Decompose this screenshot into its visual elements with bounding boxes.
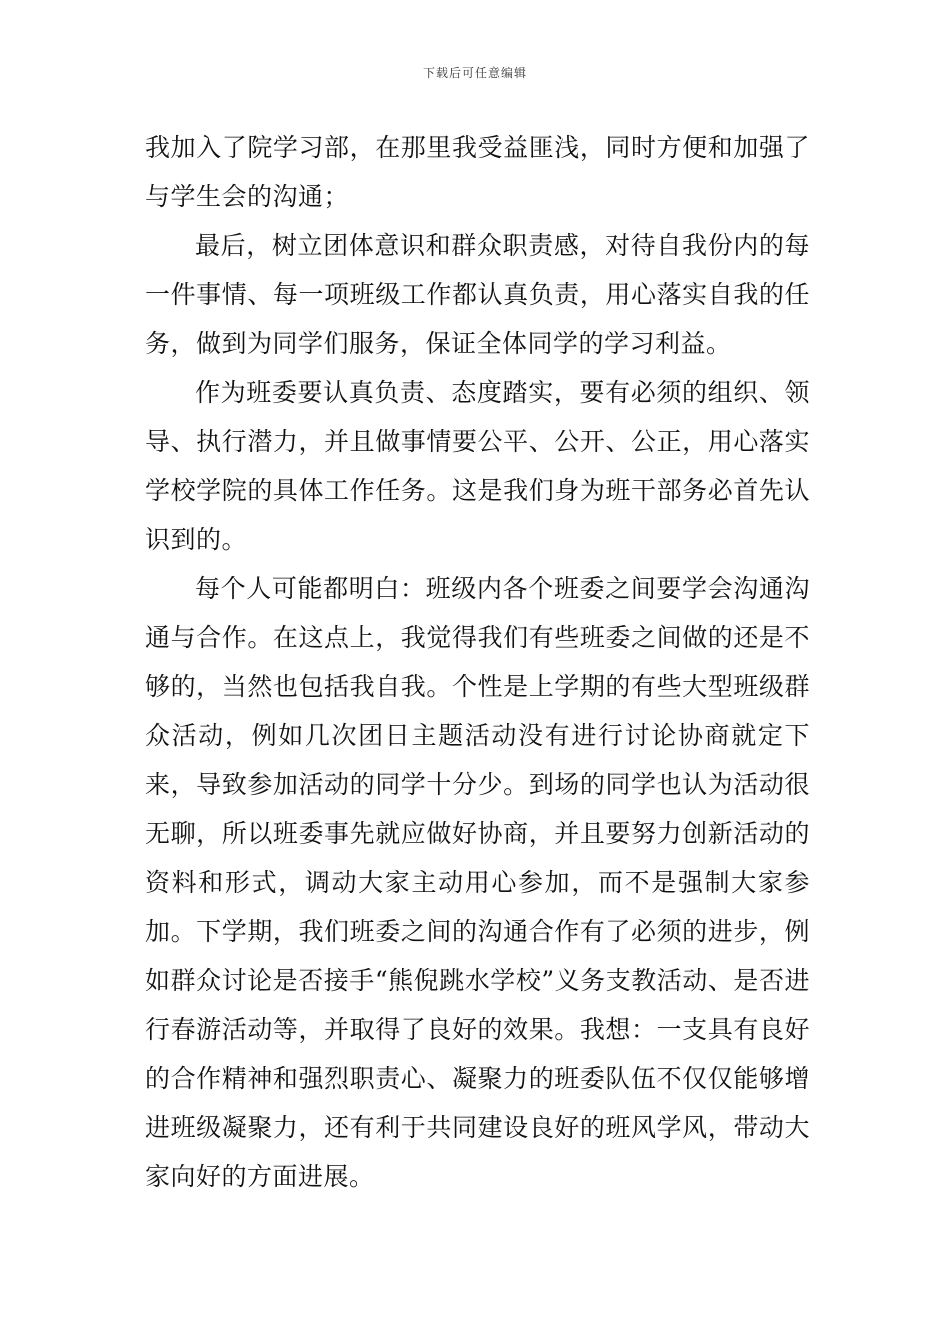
paragraph-communication: 每个人可能都明白：班级内各个班委之间要学会沟通沟通与合作。在这点上，我觉得我们有些班委之间做的还是不够的，当然也包括我自我。个性是上学期的有些大型班级群众活动，例如几次团日主题活动没有进行讨论协商就定下来，导致参加活动的同学十分少。到场的同学也认为活动很无聊，所以班委事先就应做好协商，并且要努力创新活动的资料和形式，调动大家主动用心参加，而不是强制大家参加。下学期，我们班委之间的沟通合作有了必须的进步，例如群众讨论是否接手“熊倪跳水学校”义务支教活动、是否进行春游活动等，并取得了良好的效果。我想：一支具有良好的合作精神和强烈职责心、凝聚力的班委队伍不仅仅能够增进班级凝聚力，还有利于共同建设良好的班风学风，带动大家向好的方面进展。 xyxy=(145,574,810,1191)
page-header: 下载后可任意编辑 xyxy=(422,66,527,80)
paragraph-committee-duties: 作为班委要认真负责、态度踏实，要有必须的组织、领导、执行潜力，并且做事情要公平、公开、公正，用心落实学校学院的具体工作任务。这是我们身为班干部务必首先认识到的。 xyxy=(145,378,810,554)
paragraph-team-awareness: 最后，树立团体意识和群众职责感，对待自我份内的每一件事情、每一项班级工作都认真负责，用心落实自我的任务，做到为同学们服务，保证全体同学的学习利益。 xyxy=(145,231,810,358)
paragraph-continuation: 我加入了院学习部，在那里我受益匪浅，同时方便和加强了与学生会的沟通； xyxy=(145,133,810,211)
document-body xyxy=(145,123,810,1201)
